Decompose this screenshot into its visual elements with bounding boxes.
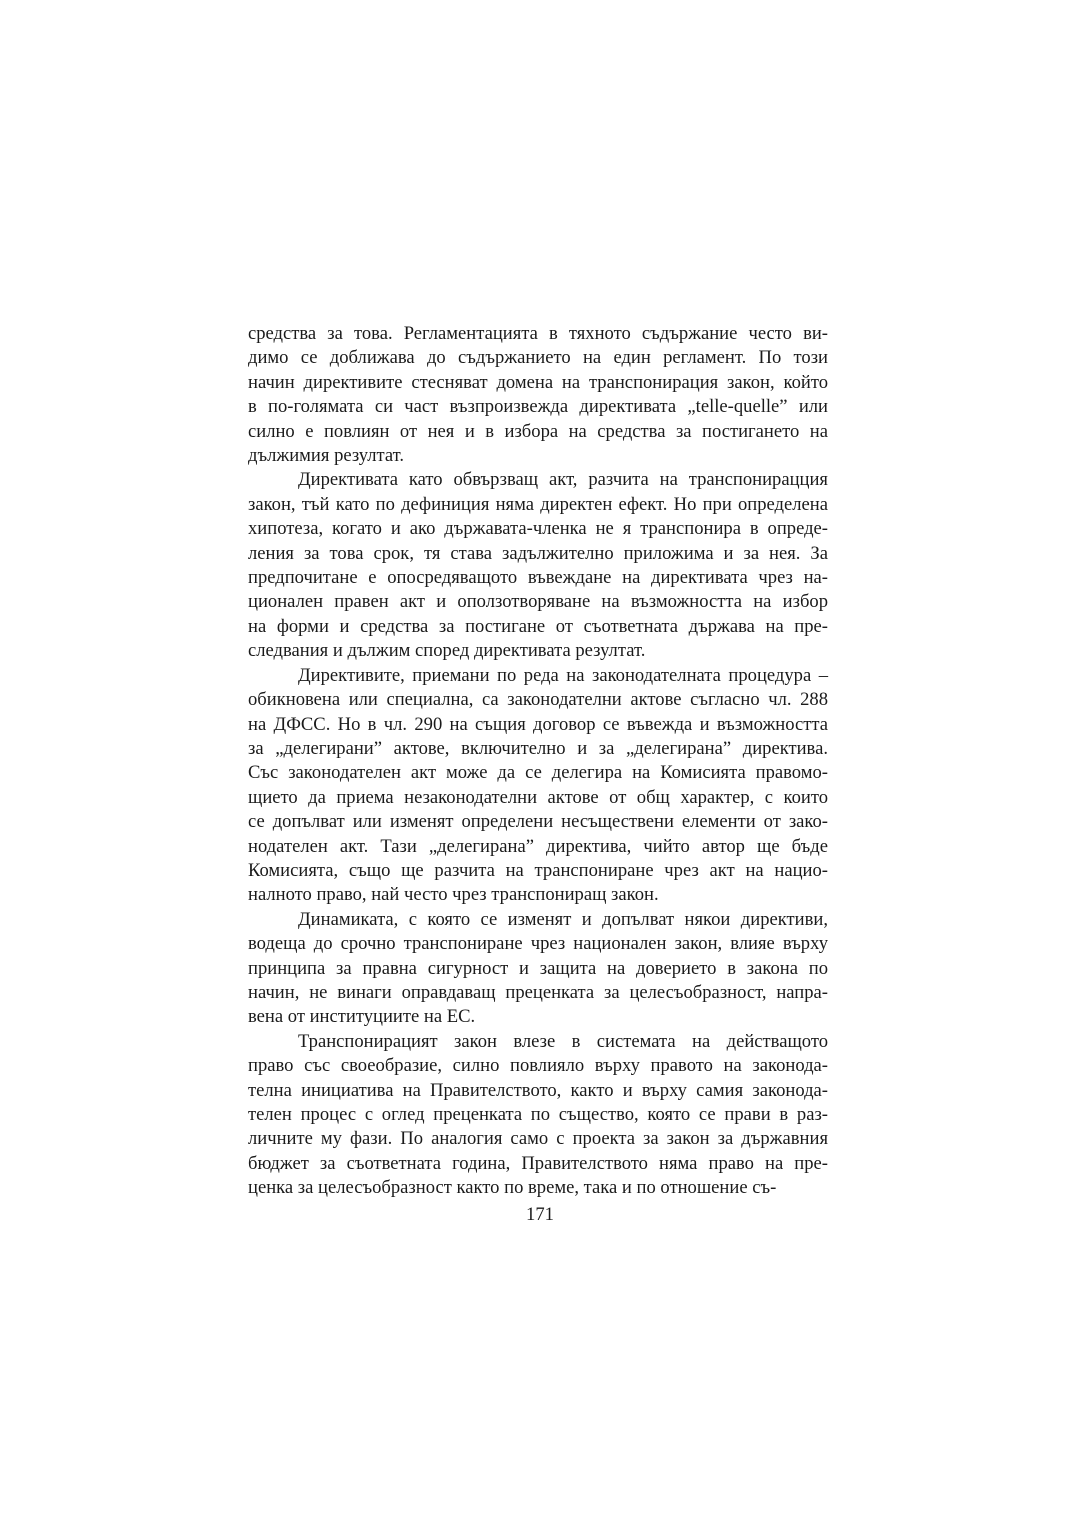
text-line: ления за това срок, тя става задължително приложима и за нея. За	[248, 542, 828, 564]
text-line: хипотеза, когато и ако държавата-членка не я транспонира в опреде-	[248, 518, 828, 540]
body-text	[248, 322, 828, 1201]
text-line: щието да приема незаконодателни актове от общ характер, с които	[248, 786, 828, 808]
paragraph	[248, 322, 828, 468]
text-line: Директивата като обвързващ акт, разчита на транспонирацция	[298, 469, 828, 491]
text-line: телен процес с оглед преценката по същество, която се прави в раз-	[248, 1104, 828, 1125]
text-line: вена от институциите на ЕС.	[248, 1006, 476, 1028]
text-line: бюджет за съответната година, Правителството няма право на пре-	[248, 1152, 828, 1174]
text-line: за „делегирани” актове, включително и за „делегирана” директива.	[248, 737, 828, 759]
text-line: ционален правен акт и оползотворяване на възможността на избор	[248, 591, 828, 613]
text-line: начин директивите стесняват домена на транспонирация закон, който	[248, 371, 828, 393]
paragraph	[248, 664, 828, 908]
text-line: начин, не винаги оправдаващ преценката за целесъобразност, напра-	[248, 981, 828, 1003]
text-line: следвания и дължим според директивата резултат.	[248, 640, 646, 662]
text-line: налното право, най често чрез транспониращ закон.	[248, 884, 659, 906]
text-line: димо се доближава до съдържанието на един регламент. По този	[248, 347, 828, 369]
text-line: в по-голямата си част възпроизвежда директивата „telle-quelle” или	[248, 396, 828, 418]
text-line: Със законодателен акт може да се делегира на Комисията правомо-	[248, 762, 828, 784]
text-line: телна инициатива на Правителството, както и върху самия законода-	[248, 1079, 828, 1101]
text-line: дължимия резултат.	[248, 445, 405, 467]
text-line: на форми и средства за постигане от съответната държава на пре-	[248, 615, 828, 637]
text-line: водеща до срочно транспониране чрез национален закон, влияе върху	[248, 933, 828, 955]
paragraph	[248, 908, 828, 1030]
text-line: средства за това. Регламентацията в тяхното съдържание често ви-	[248, 323, 828, 344]
text-line: личните му фази. По аналогия само с проекта за закон за държавния	[248, 1128, 828, 1150]
paragraph	[248, 1030, 828, 1201]
text-line: на ДФСС. Но в чл. 290 на същия договор се въвежда и възможността	[248, 713, 828, 735]
text-line: право със своеобразие, силно повлияло върху правото на законода-	[248, 1055, 828, 1077]
text-line: Транспонирацият закон влезе в системата на действащото	[298, 1030, 828, 1052]
text-line: ценка за целесъобразност както по време, така и по отношение съ-	[248, 1177, 777, 1199]
text-line: се допълват или изменят определени несъществени елементи от зако-	[248, 811, 828, 833]
text-line: силно е повлиян от нея и в избора на средства за постигането на	[248, 420, 828, 442]
paragraph	[248, 468, 828, 663]
text-line: Директивите, приемани по реда на законодателната процедура –	[298, 664, 828, 686]
text-line: закон, тъй като по дефиниция няма директен ефект. Но при определена	[248, 493, 828, 515]
text-line: обикновена или специална, са законодателни актове съгласно чл. 288	[248, 689, 828, 711]
text-line: Динамиката, с която се изменят и допълват някои директиви,	[298, 908, 828, 930]
page-number: 171	[526, 1204, 554, 1225]
text-line: нодателен акт. Тази „делегирана” директива, чийто автор ще бъде	[248, 835, 828, 857]
text-line: Комисията, също ще разчита на транспониране чрез акт на нацио-	[248, 859, 828, 881]
text-line: предпочитане е опосредяващото въвеждане на директивата чрез на-	[248, 567, 828, 589]
text-line: принципа за правна сигурност и защита на доверието в закона по	[248, 957, 828, 979]
